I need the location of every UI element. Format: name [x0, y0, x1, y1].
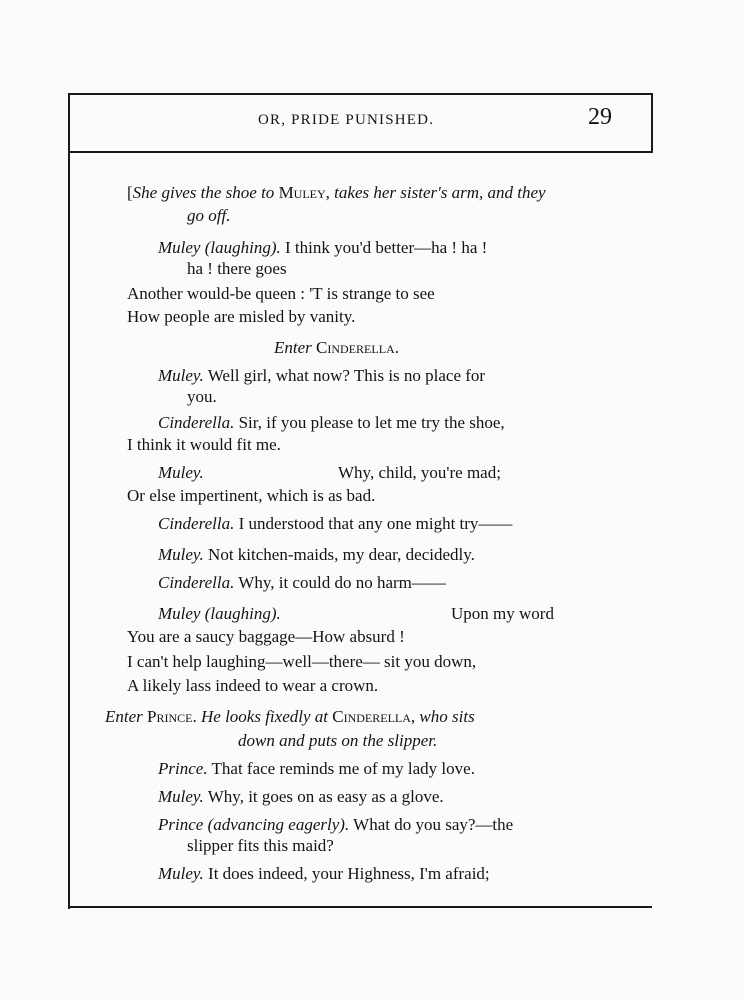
dialogue-continuation: ha ! there goes — [187, 259, 287, 278]
stage-direction-continuation: go off. — [187, 206, 231, 225]
stage-direction-text: She gives the shoe to — [132, 183, 275, 202]
dialogue-text: It does indeed, your Highness, I'm afraid; — [208, 864, 490, 883]
stage-direction-text: who sits — [419, 707, 475, 726]
stage-direction: [She gives the shoe to Muley, takes her sister's arm, and they — [127, 183, 546, 202]
dialogue-line — [158, 864, 490, 884]
dialogue-text: Upon my word — [451, 604, 554, 623]
speaker-name: Cinderella. — [158, 514, 235, 533]
character-name: Cinderella, — [332, 707, 416, 726]
header-rule — [68, 151, 652, 153]
dialogue-line — [158, 545, 475, 565]
character-name: Cinderella. — [316, 338, 399, 357]
verse-line: I think it would fit me. — [127, 435, 281, 454]
stage-direction-entrance — [274, 338, 399, 358]
enter-word: Enter — [105, 707, 143, 726]
dialogue-text: Why, it could do no harm—— — [238, 573, 446, 592]
dialogue-line — [158, 787, 444, 807]
dialogue-continuation: slipper fits this maid? — [187, 836, 334, 855]
dialogue-line — [158, 573, 446, 593]
verse-line: Another would-be queen : 'T is strange to see — [127, 284, 435, 303]
dialogue-text: I understood that any one might try—— — [238, 514, 513, 533]
right-rule — [651, 93, 653, 153]
verse-line: How people are misled by vanity. — [127, 307, 356, 326]
stage-direction-text: takes her sister's arm, and they — [334, 183, 546, 202]
dialogue-text: Sir, if you please to let me try the shoe, — [238, 413, 505, 432]
verse-line: I can't help laughing—well—there— sit you down, — [127, 652, 477, 671]
speaker-name: Prince — [158, 815, 204, 834]
left-rule — [68, 93, 70, 909]
speaker-name: Prince. — [158, 759, 208, 778]
verse-line: You are a saucy baggage—How absurd ! — [127, 627, 405, 646]
speaker-name: Muley — [158, 238, 201, 257]
top-rule — [68, 93, 652, 95]
speaker-name: Muley — [158, 604, 201, 623]
bottom-rule — [68, 906, 652, 908]
stage-direction-text: He looks fixedly at — [201, 707, 328, 726]
speaker-name: Muley. — [158, 864, 204, 883]
dialogue-line — [158, 604, 281, 624]
character-name: Muley, — [278, 183, 330, 202]
speaker-name: Cinderella. — [158, 413, 235, 432]
stage-direction-text: (laughing). — [204, 238, 281, 257]
dialogue-line — [158, 514, 512, 534]
speaker-name: Muley. — [158, 366, 204, 385]
dialogue-line — [158, 238, 487, 258]
dialogue-text: Why, it goes on as easy as a glove. — [207, 787, 444, 806]
character-name: Prince. — [147, 707, 197, 726]
dialogue-text: I think you'd better—ha ! ha ! — [285, 238, 488, 257]
verse-line: A likely lass indeed to wear a crown. — [127, 676, 379, 695]
verse-line: Or else impertinent, which is as bad. — [127, 486, 376, 505]
dialogue-line — [158, 413, 505, 433]
page-number: 29 — [588, 104, 612, 130]
dialogue-line — [158, 759, 475, 779]
dialogue-continuation: you. — [187, 387, 217, 406]
speaker-name: Muley. — [158, 545, 204, 564]
stage-direction-text: (laughing). — [204, 604, 281, 623]
speaker-name: Muley. — [158, 463, 204, 482]
dialogue-line — [158, 463, 204, 483]
stage-direction-continuation: down and puts on the slipper. — [238, 731, 438, 750]
dialogue-text: That face reminds me of my lady love. — [211, 759, 475, 778]
dialogue-text: Why, child, you're mad; — [338, 463, 501, 482]
dialogue-text: Well girl, what now? This is no place for — [207, 366, 486, 385]
dialogue-line — [158, 815, 513, 835]
stage-direction-entrance — [105, 707, 475, 727]
enter-word: Enter — [274, 338, 312, 357]
running-title: OR, PRIDE PUNISHED. — [258, 112, 435, 128]
dialogue-text: What do you say?—the — [353, 815, 514, 834]
stage-direction-text: (advancing eagerly). — [207, 815, 350, 834]
speaker-name: Muley. — [158, 787, 204, 806]
dialogue-line — [158, 366, 485, 386]
dialogue-text: Not kitchen-maids, my dear, decidedly. — [208, 545, 475, 564]
speaker-name: Cinderella. — [158, 573, 235, 592]
